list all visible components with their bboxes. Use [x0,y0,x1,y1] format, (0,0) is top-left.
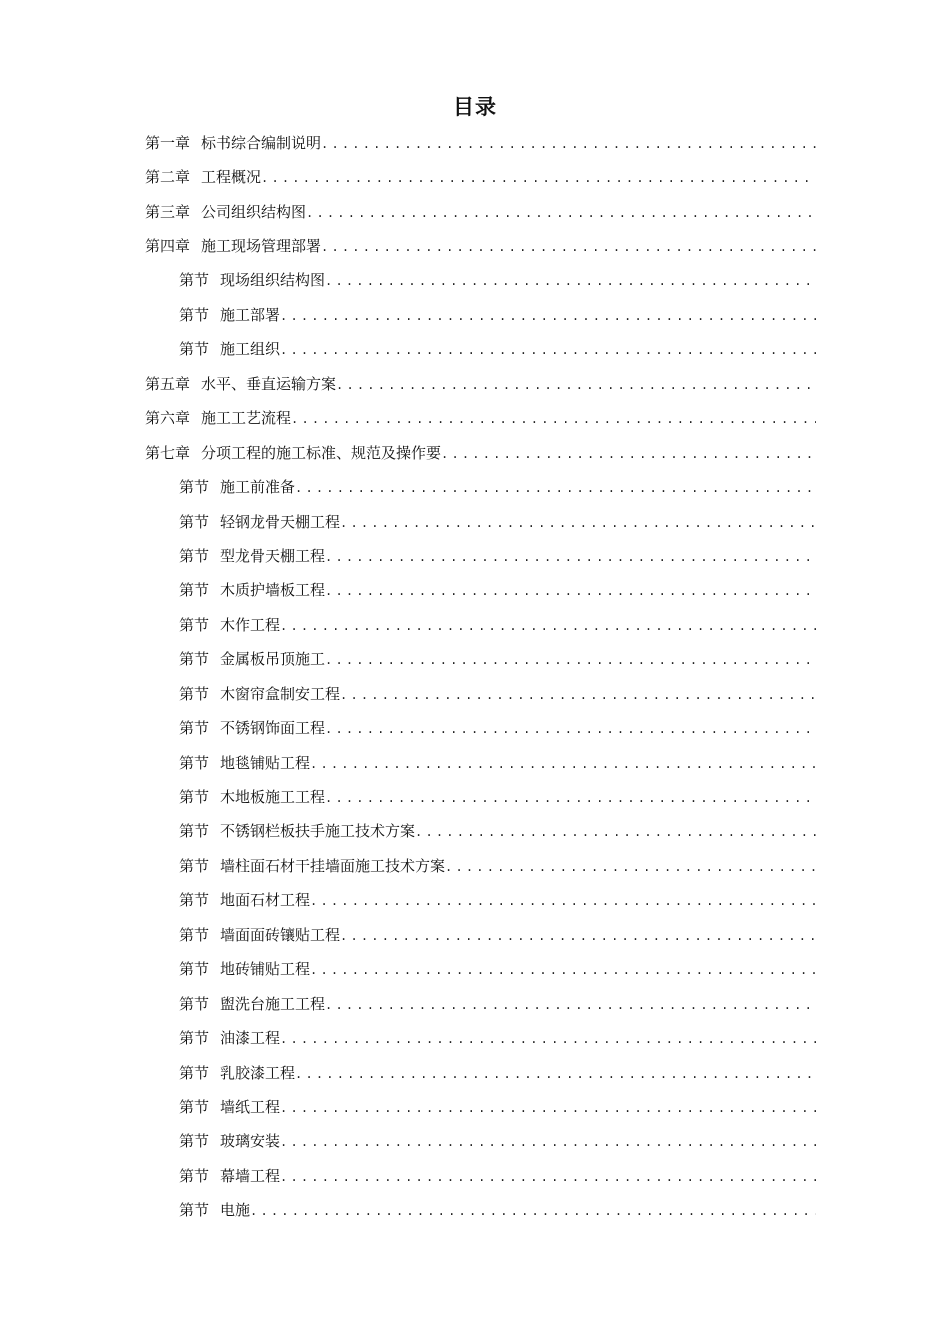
toc-entry-number: 第节 [179,271,210,290]
toc-section-entry[interactable] [0,1021,950,1055]
toc-dot-leader [441,437,816,471]
toc-dot-leader [310,747,816,781]
toc-dot-leader [340,919,816,953]
toc-entry-number: 第节 [179,650,210,669]
toc-entry-line [179,263,950,298]
toc-dot-leader [340,678,816,712]
toc-entry-label: 玻璃安装 [220,1132,281,1151]
toc-entry-number: 第节 [179,1063,210,1082]
toc-chapter-entry[interactable] [0,195,950,229]
toc-dot-leader [280,333,816,367]
toc-entry-label: 地毯铺贴工程 [220,753,311,772]
toc-entry-label: 地面石材工程 [220,891,311,910]
toc-section-entry[interactable] [0,1125,950,1159]
toc-entry-label: 工程概况 [201,168,262,187]
toc-entry-label: 水平、垂直运输方案 [201,374,337,393]
toc-dot-leader [291,402,816,436]
toc-entry-line [145,436,950,471]
toc-dot-leader [280,299,816,333]
toc-entry-number: 第节 [179,1201,210,1220]
toc-chapter-entry[interactable] [0,436,950,470]
toc-entry-line [179,505,950,540]
toc-entry-line [179,780,950,815]
toc-entry-number: 第节 [179,581,210,600]
toc-entry-number: 第六章 [145,409,191,428]
toc-chapter-entry[interactable] [0,402,950,436]
toc-dot-leader [280,1160,816,1194]
toc-entry-label: 现场组织结构图 [220,271,326,290]
toc-section-entry[interactable] [0,884,950,918]
toc-dot-leader [310,884,816,918]
toc-entry-number: 第节 [179,546,210,565]
toc-entry-number: 第五章 [145,374,191,393]
toc-entry-line [179,849,950,884]
toc-chapter-entry[interactable] [0,126,950,160]
toc-dot-leader [295,1057,816,1091]
toc-dot-leader [306,196,816,230]
toc-entry-label: 施工组织 [220,340,281,359]
table-of-contents [0,126,950,1228]
toc-section-entry[interactable] [0,264,950,298]
toc-dot-leader [325,540,816,574]
toc-section-entry[interactable] [0,1159,950,1193]
toc-entry-line [179,332,950,367]
toc-entry-number: 第四章 [145,237,191,256]
toc-entry-number: 第节 [179,1029,210,1048]
toc-entry-number: 第节 [179,822,210,841]
toc-dot-leader [280,1022,816,1056]
toc-entry-label: 不锈钢饰面工程 [220,719,326,738]
toc-entry-line [179,711,950,746]
toc-entry-label: 型龙骨天棚工程 [220,546,326,565]
toc-entry-number: 第节 [179,856,210,875]
toc-section-entry[interactable] [0,1194,950,1228]
toc-entry-label: 幕墙工程 [220,1166,281,1185]
toc-dot-leader [336,368,816,402]
toc-entry-number: 第节 [179,753,210,772]
toc-entry-line [179,608,950,643]
toc-entry-label: 电施 [220,1201,251,1220]
toc-section-entry[interactable] [0,918,950,952]
toc-dot-leader [280,1125,816,1159]
toc-entry-label: 施工前准备 [220,478,296,497]
toc-entry-line [145,160,950,195]
toc-dot-leader [325,781,816,815]
toc-section-entry[interactable] [0,1056,950,1090]
toc-dot-leader [310,953,816,987]
toc-entry-label: 不锈钢栏板扶手施工技术方案 [220,822,416,841]
toc-dot-leader [325,988,816,1022]
toc-entry-label: 标书综合编制说明 [201,133,322,152]
toc-section-entry[interactable] [0,643,950,677]
toc-section-entry[interactable] [0,333,950,367]
toc-section-entry[interactable] [0,849,950,883]
toc-section-entry[interactable] [0,746,950,780]
toc-entry-line [179,1193,950,1228]
toc-section-entry[interactable] [0,505,950,539]
toc-entry-number: 第节 [179,994,210,1013]
toc-section-entry[interactable] [0,987,950,1021]
toc-entry-line [179,573,950,608]
toc-entry-number: 第节 [179,1097,210,1116]
toc-entry-number: 第一章 [145,133,191,152]
toc-dot-leader [325,712,816,746]
toc-dot-leader [445,850,816,884]
toc-entry-label: 木地板施工工程 [220,788,326,807]
toc-dot-leader [250,1194,816,1228]
toc-entry-number: 第节 [179,340,210,359]
toc-entry-number: 第节 [179,788,210,807]
toc-dot-leader [295,471,816,505]
toc-entry-number: 第二章 [145,168,191,187]
toc-dot-leader [415,815,816,849]
toc-section-entry[interactable] [0,574,950,608]
toc-entry-number: 第节 [179,960,210,979]
toc-entry-label: 施工部署 [220,305,281,324]
toc-entry-number: 第七章 [145,443,191,462]
toc-entry-label: 盥洗台施工工程 [220,994,326,1013]
toc-entry-line [179,814,950,849]
toc-entry-number: 第节 [179,478,210,497]
toc-entry-line [145,229,950,264]
toc-entry-label: 地砖铺贴工程 [220,960,311,979]
toc-entry-number: 第节 [179,305,210,324]
toc-entry-number: 第节 [179,1132,210,1151]
toc-entry-line [145,367,950,402]
toc-dot-leader [321,127,816,161]
toc-entry-line [179,1159,950,1194]
toc-chapter-entry[interactable] [0,367,950,401]
toc-section-entry[interactable] [0,815,950,849]
toc-section-entry[interactable] [0,1090,950,1124]
page-title: 目录 [453,95,497,119]
toc-entry-label: 施工现场管理部署 [201,237,322,256]
toc-entry-label: 墙柱面石材干挂墙面施工技术方案 [220,856,446,875]
toc-entry-line [179,918,950,953]
toc-section-entry[interactable] [0,470,950,504]
toc-section-entry[interactable] [0,539,950,573]
toc-entry-line [179,1090,950,1125]
toc-section-entry[interactable] [0,298,950,332]
toc-entry-number: 第节 [179,684,210,703]
toc-entry-line [145,195,950,230]
toc-chapter-entry[interactable] [0,160,950,194]
toc-dot-leader [325,643,816,677]
toc-entry-number: 第节 [179,1166,210,1185]
toc-dot-leader [325,574,816,608]
toc-entry-line [179,987,950,1022]
toc-section-entry[interactable] [0,711,950,745]
toc-entry-line [179,883,950,918]
toc-entry-line [179,642,950,677]
toc-dot-leader [340,506,816,540]
toc-section-entry[interactable] [0,780,950,814]
toc-entry-line [179,677,950,712]
toc-section-entry[interactable] [0,608,950,642]
toc-entry-line [179,470,950,505]
toc-entry-line [179,1056,950,1091]
toc-entry-label: 公司组织结构图 [201,202,307,221]
toc-entry-line [179,952,950,987]
toc-entry-label: 轻钢龙骨天棚工程 [220,512,341,531]
toc-entry-number: 第三章 [145,202,191,221]
toc-chapter-entry[interactable] [0,229,950,263]
toc-entry-label: 木质护墙板工程 [220,581,326,600]
toc-entry-number: 第节 [179,925,210,944]
toc-entry-label: 墙面面砖镶贴工程 [220,925,341,944]
toc-entry-label: 乳胶漆工程 [220,1063,296,1082]
toc-entry-number: 第节 [179,512,210,531]
toc-entry-line [145,126,950,161]
toc-entry-label: 墙纸工程 [220,1097,281,1116]
toc-dot-leader [325,264,816,298]
toc-entry-label: 木作工程 [220,615,281,634]
toc-entry-label: 施工工艺流程 [201,409,292,428]
toc-dot-leader [280,1091,816,1125]
toc-entry-line [179,298,950,333]
toc-entry-label: 分项工程的施工标准、规范及操作要 [201,443,442,462]
toc-entry-line [179,1124,950,1159]
toc-entry-line [179,746,950,781]
toc-dot-leader [321,230,816,264]
toc-section-entry[interactable] [0,677,950,711]
toc-section-entry[interactable] [0,953,950,987]
toc-entry-number: 第节 [179,615,210,634]
toc-entry-number: 第节 [179,891,210,910]
toc-entry-label: 木窗帘盒制安工程 [220,684,341,703]
toc-entry-label: 油漆工程 [220,1029,281,1048]
toc-dot-leader [280,609,816,643]
toc-entry-line [179,539,950,574]
toc-entry-number: 第节 [179,719,210,738]
toc-entry-line [179,1021,950,1056]
toc-entry-label: 金属板吊顶施工 [220,650,326,669]
toc-entry-line [145,401,950,436]
toc-dot-leader [261,161,816,195]
